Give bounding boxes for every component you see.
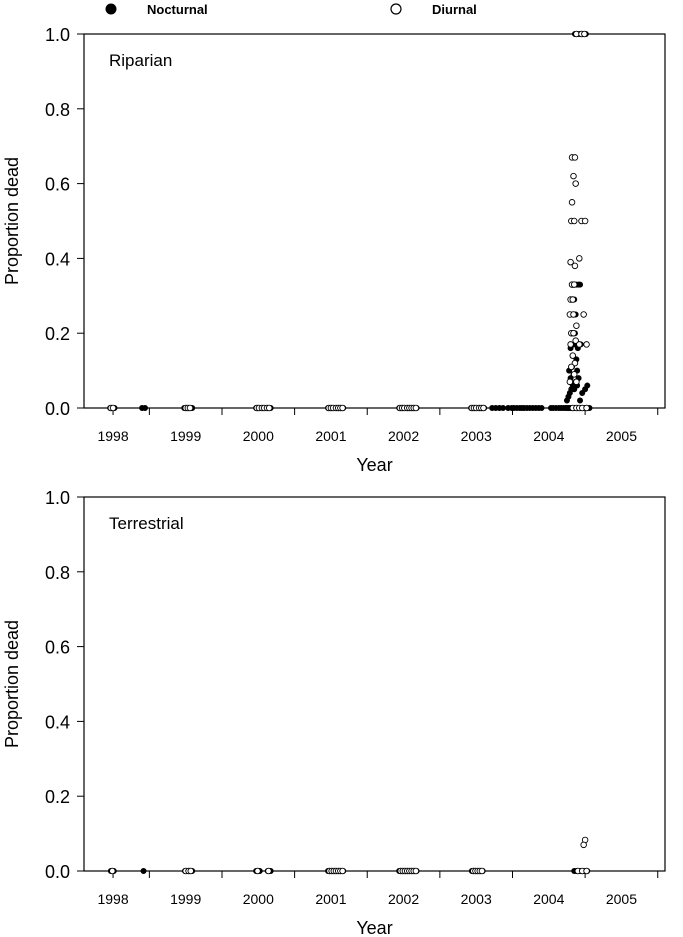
chart-0-plot-frame — [84, 34, 665, 408]
chart-0-nocturnal-point — [577, 282, 582, 287]
chart-0-diurnal-point — [571, 312, 577, 318]
legend-label-diurnal: Diurnal — [432, 2, 477, 17]
chart-0-diurnal-point — [573, 181, 579, 187]
chart-0-diurnal-point — [569, 200, 575, 206]
chart-0-y-tick-label: 1.0 — [44, 25, 70, 45]
chart-0-x-tick-label: 1998 — [97, 428, 129, 444]
chart-0-y-tick-label: 0.4 — [44, 249, 70, 270]
chart-0-nocturnal-point — [585, 383, 590, 388]
chart-1-x-tick-label: 1998 — [97, 891, 129, 907]
chart-0-x-tick-label: 2003 — [460, 428, 492, 444]
chart-0-x-axis-label: Year — [356, 455, 393, 475]
chart-0-nocturnal-point — [142, 405, 147, 410]
chart-1-plot-frame — [84, 497, 665, 871]
chart-0-diurnal-point — [577, 256, 583, 262]
chart-0-diurnal-point — [571, 218, 577, 224]
chart-1-diurnal-point — [255, 868, 261, 874]
chart-1-diurnal-point — [188, 868, 194, 874]
chart-0-diurnal-point — [574, 379, 580, 385]
chart-0-nocturnal-point — [539, 405, 544, 410]
chart-0-diurnal-point — [340, 405, 346, 411]
chart-1-y-tick-label: 0.2 — [44, 787, 70, 808]
chart-0-diurnal-point — [581, 312, 587, 318]
chart-0-panel-title: Riparian — [109, 51, 173, 70]
chart-0-diurnal-point — [568, 342, 574, 348]
chart-1-y-tick-label: 0.0 — [44, 862, 70, 882]
chart-0-diurnal-point — [577, 342, 583, 348]
chart-1-diurnal-point — [413, 868, 419, 874]
chart-0-diurnal-point — [571, 372, 577, 378]
chart-0-diurnal-point — [571, 173, 577, 179]
chart-0-diurnal-point — [481, 405, 487, 411]
chart-0-x-tick-label: 2000 — [242, 428, 274, 444]
chart-1-y-tick-label: 1.0 — [44, 488, 70, 508]
chart-0-x-tick-label: 2001 — [315, 428, 347, 444]
chart-1-diurnal-point — [479, 868, 485, 874]
chart-0-nocturnal-point — [577, 398, 582, 403]
chart-0-diurnal-point — [572, 263, 578, 269]
chart-0-y-tick-label: 0.8 — [44, 99, 70, 120]
chart-1-nocturnal-point — [141, 868, 146, 873]
chart-1-x-tick-label: 2001 — [315, 891, 347, 907]
chart-0-diurnal-point — [574, 323, 580, 329]
chart-0-x-tick-label: 2002 — [387, 428, 420, 444]
chart-0-diurnal-point — [571, 330, 577, 336]
chart-1-x-tick-label: 2005 — [605, 891, 638, 907]
chart-0-x-tick-label: 1999 — [170, 428, 202, 444]
chart-0-diurnal-point — [584, 342, 590, 348]
chart-1-x-tick-label: 2003 — [460, 891, 492, 907]
chart-1-diurnal-point — [340, 868, 346, 874]
legend-label-nocturnal: Nocturnal — [147, 2, 208, 17]
chart-0-x-tick-label: 2004 — [533, 428, 565, 444]
chart-0-y-tick-label: 0.0 — [44, 399, 70, 419]
chart-0-y-axis-label: Proportion dead — [2, 156, 22, 286]
chart-0-diurnal-point — [572, 155, 578, 161]
chart-1-x-axis-label: Year — [356, 918, 393, 937]
chart-0-diurnal-point — [584, 405, 590, 411]
chart-1-y-axis-label: Proportion dead — [2, 619, 22, 749]
chart-1-y-tick-label: 0.4 — [44, 712, 70, 733]
chart-1-diurnal-point — [266, 868, 272, 874]
chart-0-nocturnal-point — [500, 405, 505, 410]
chart-0-diurnal-point — [266, 405, 272, 411]
chart-0-diurnal-point — [567, 379, 573, 385]
chart-0-diurnal-point — [569, 364, 575, 370]
chart-0-diurnal-point — [570, 297, 576, 303]
chart-1-x-tick-label: 2004 — [533, 891, 565, 907]
chart-0-y-tick-label: 0.2 — [44, 324, 70, 345]
chart-0-diurnal-point — [570, 353, 576, 359]
chart-1-diurnal-point — [584, 868, 590, 874]
chart-0-diurnal-point — [110, 405, 116, 411]
chart-0-diurnal-point — [582, 31, 588, 37]
chart-1-x-tick-label: 2000 — [242, 891, 274, 907]
chart-1-x-tick-label: 2002 — [387, 891, 420, 907]
chart-1-x-tick-label: 1999 — [170, 891, 202, 907]
chart-1-diurnal-point — [581, 842, 587, 848]
chart-0-diurnal-point — [187, 405, 193, 411]
chart-1-diurnal-point — [110, 868, 116, 874]
chart-0-x-tick-label: 2005 — [605, 428, 638, 444]
chart-1-y-tick-label: 0.8 — [44, 562, 70, 583]
chart-0-diurnal-point — [413, 405, 419, 411]
chart-1-panel-title: Terrestrial — [109, 514, 184, 533]
chart-0-y-tick-label: 0.6 — [44, 174, 70, 195]
chart-0-diurnal-point — [571, 282, 577, 288]
chart-1-y-tick-label: 0.6 — [44, 637, 70, 658]
chart-0-diurnal-point — [582, 218, 588, 224]
